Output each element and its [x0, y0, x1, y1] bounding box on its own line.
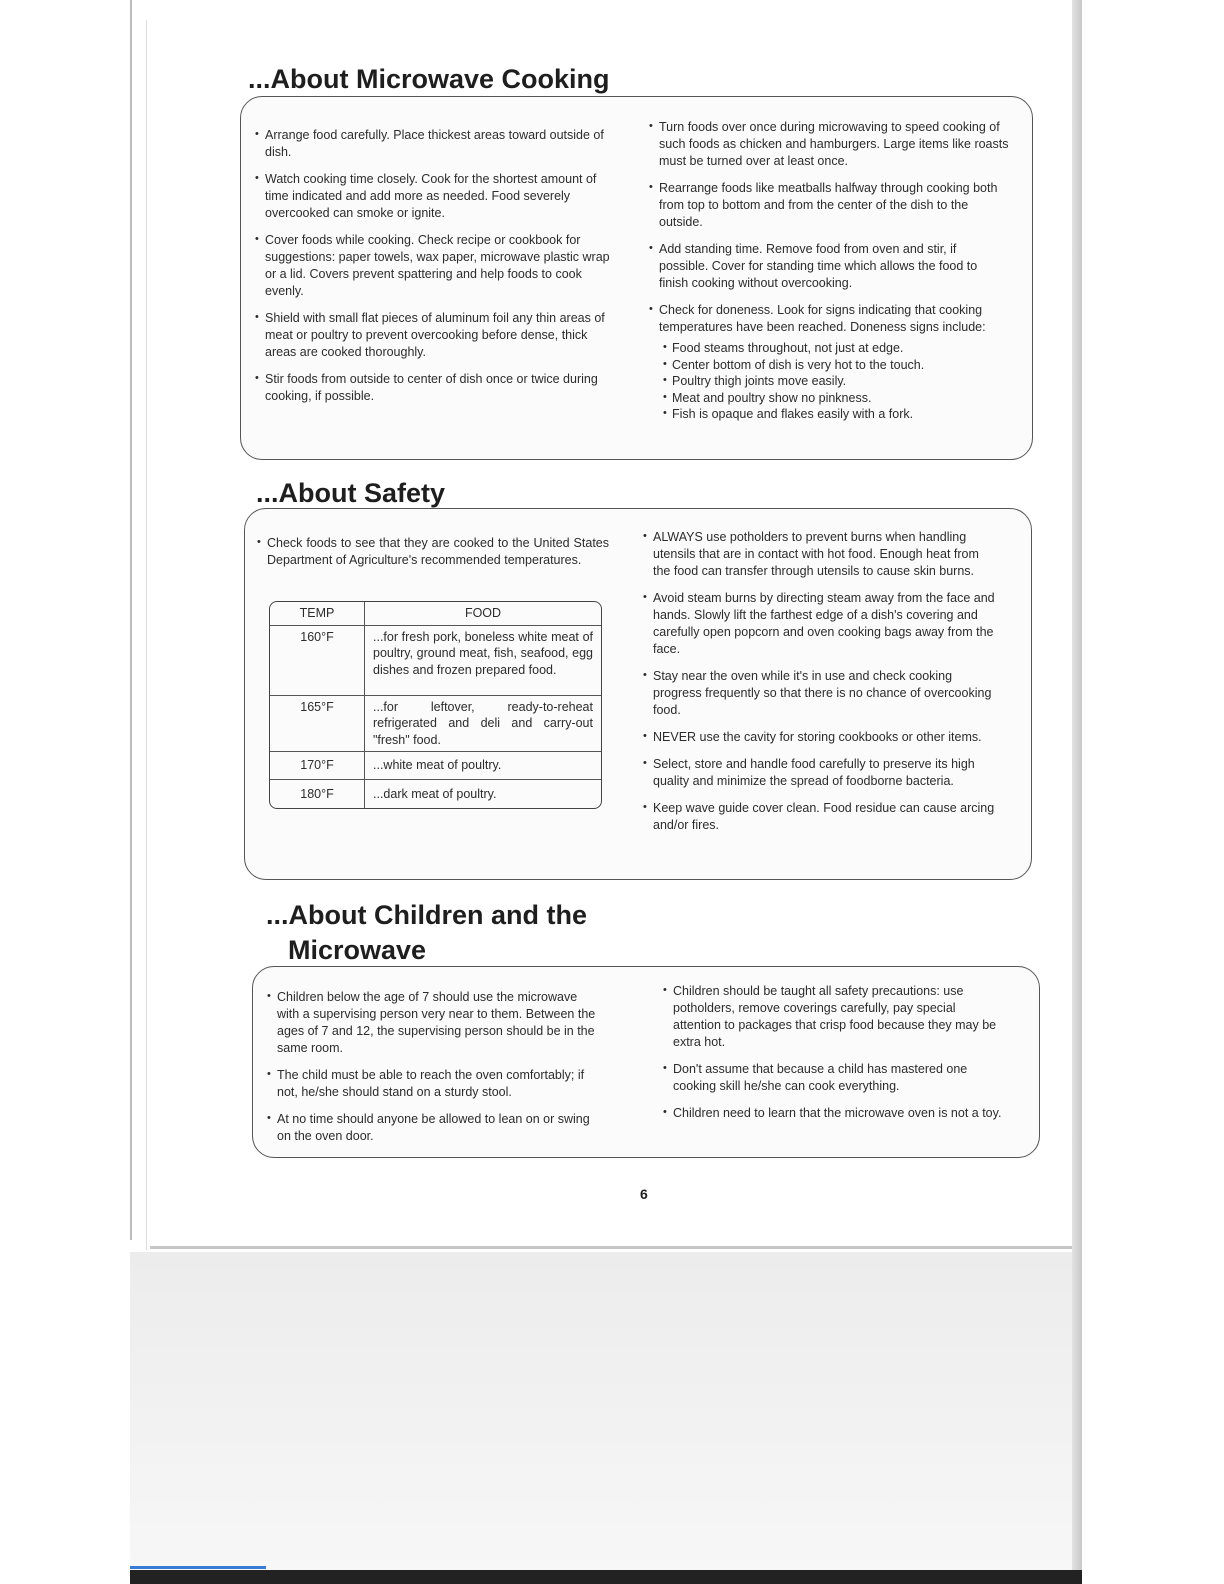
children-title-line-2: Microwave: [288, 935, 427, 965]
safety-panel: [244, 508, 1032, 880]
page-inner-line: [146, 20, 147, 1250]
list-item: • Cover foods while cooking. Check recipe or cookbook for suggestions: paper towels, wax paper, microwave plastic wrap or a lid. Covers prevent spattering and help foods to cook evenly.: [255, 233, 610, 298]
list-item: • Select, store and handle food carefully to preserve its high quality and minimize the spread of foodborne bacteria.: [643, 757, 975, 788]
list-item: • Children should be taught all safety precautions: use potholders, remove coverings carefully, pay special attention to packages that crisp food because they may be extra hot.: [663, 984, 997, 1049]
list-item: • Center bottom of dish is very hot to the touch.: [663, 357, 925, 372]
table-cell: 160°F: [270, 626, 365, 696]
children-right-column: [663, 983, 1003, 1132]
table-cell: ...dark meat of poultry.: [373, 786, 497, 801]
scan-background: [130, 1252, 1072, 1570]
children-left-column: [267, 989, 601, 1155]
table-header-row: [270, 602, 601, 626]
page-bottom-edge: [150, 1246, 1072, 1249]
table-row: [270, 752, 601, 780]
list-item: • Add standing time. Remove food from oven and stir, if possible. Cover for standing time which allows the food to finish cooking without overcooking.: [649, 242, 978, 290]
table-cell: ...for fresh pork, boneless white meat of poultry, ground meat, fish, seafood, egg dishes and frozen prepared food.: [365, 626, 601, 696]
list-item: • Rearrange foods like meatballs halfway through cooking both from top to bottom and from the center of the dish to the outside.: [649, 181, 998, 229]
table-cell: ...white meat of poultry.: [365, 752, 601, 780]
safety-title: ...About Safety: [256, 478, 446, 508]
scan-marker: [130, 1566, 266, 1569]
list-item: • Poultry thigh joints move easily.: [663, 374, 847, 388]
temperature-table: [269, 601, 602, 809]
table-header: FOOD: [365, 602, 601, 626]
list-item: • ALWAYS use potholders to prevent burns when handling utensils that are in contact with hot food. Enough heat from the food can transfer through utensils to cause skin burns.: [643, 530, 979, 578]
list-item: • Stir foods from outside to center of dish once or twice during cooking, if possible.: [255, 372, 598, 403]
list-item: • At no time should anyone be allowed to lean on or swing on the oven door.: [267, 1112, 590, 1143]
table-header: TEMP: [270, 602, 365, 626]
list-item: • Don't assume that because a child has mastered one cooking skill he/she can cook everything.: [663, 1062, 968, 1093]
list-item: • Children need to learn that the microwave oven is not a toy.: [663, 1106, 1002, 1120]
list-item: • Fish is opaque and flakes easily with a fork.: [663, 407, 914, 421]
table-cell: 165°F: [270, 696, 365, 753]
list-item: • Food steams throughout, not just at edge.: [663, 341, 904, 355]
doneness-signs-list: [663, 340, 1009, 423]
scan-border: [130, 1570, 1082, 1584]
list-item: • Turn foods over once during microwaving to speed cooking of such foods as chicken and hamburgers. Large items like roasts must be turned over at least once.: [649, 120, 1009, 168]
table-cell: 170°F: [270, 752, 365, 780]
microwave-cooking-panel: [240, 96, 1033, 460]
safety-left-column: [257, 535, 609, 579]
list-item: • The child must be able to reach the oven comfortably; if not, he/she should stand on a sturdy stool.: [267, 1068, 585, 1099]
table-row: [270, 780, 601, 808]
safety-right-column: [643, 529, 999, 844]
list-item: • Children below the age of 7 should use the microwave with a supervising person very near to them. Between the ages of 7 and 12, the supervising person should be in the same room.: [267, 990, 596, 1055]
list-item: • Meat and poultry show no pinkness.: [663, 390, 872, 405]
list-item: • Avoid steam burns by directing steam away from the face and hands. Slowly lift the farthest edge of a dish's covering and carefully open popcorn and oven cooking bags away from the face.: [643, 591, 995, 656]
page-number: 6: [640, 1186, 648, 1202]
list-item: • NEVER use the cavity for storing cookbooks or other items.: [643, 730, 982, 744]
list-item: • Keep wave guide cover clean. Food residue can cause arcing and/or fires.: [643, 801, 995, 832]
microwave-cooking-left-column: [255, 127, 610, 415]
list-item: • Check for doneness. Look for signs indicating that cooking temperatures have been reached. Doneness signs include:: [649, 303, 986, 334]
children-title-line-1: ...About Children and the: [266, 900, 587, 930]
children-panel: [252, 966, 1040, 1158]
list-item: • Shield with small flat pieces of aluminum foil any thin areas of meat or poultry to prevent overcooking before dense, thick areas are cooked thoroughly.: [255, 311, 605, 359]
microwave-cooking-right-column: [649, 119, 1009, 423]
list-item: • Stay near the oven while it's in use and check cooking progress frequently so that there is no chance of overcooking food.: [643, 669, 992, 717]
table-row: [270, 696, 601, 753]
list-item: • Watch cooking time closely. Cook for the shortest amount of time indicated and add more as needed. Food severely overcooked can smoke or ignite.: [255, 172, 597, 220]
list-item: • Check foods to see that they are cooked to the United States Department of Agriculture's recommended temperatures.: [257, 536, 609, 567]
table-row: [270, 626, 601, 696]
page-spine-line: [130, 0, 132, 1240]
table-cell: 180°F: [270, 780, 365, 808]
page-edge: [1072, 0, 1082, 1584]
table-cell: ...for leftover, ready-to-reheat refrigerated and deli and carry-out "fresh" food.: [365, 696, 601, 753]
list-item: • Arrange food carefully. Place thickest areas toward outside of dish.: [255, 128, 604, 159]
microwave-cooking-title: ...About Microwave Cooking: [248, 64, 610, 94]
